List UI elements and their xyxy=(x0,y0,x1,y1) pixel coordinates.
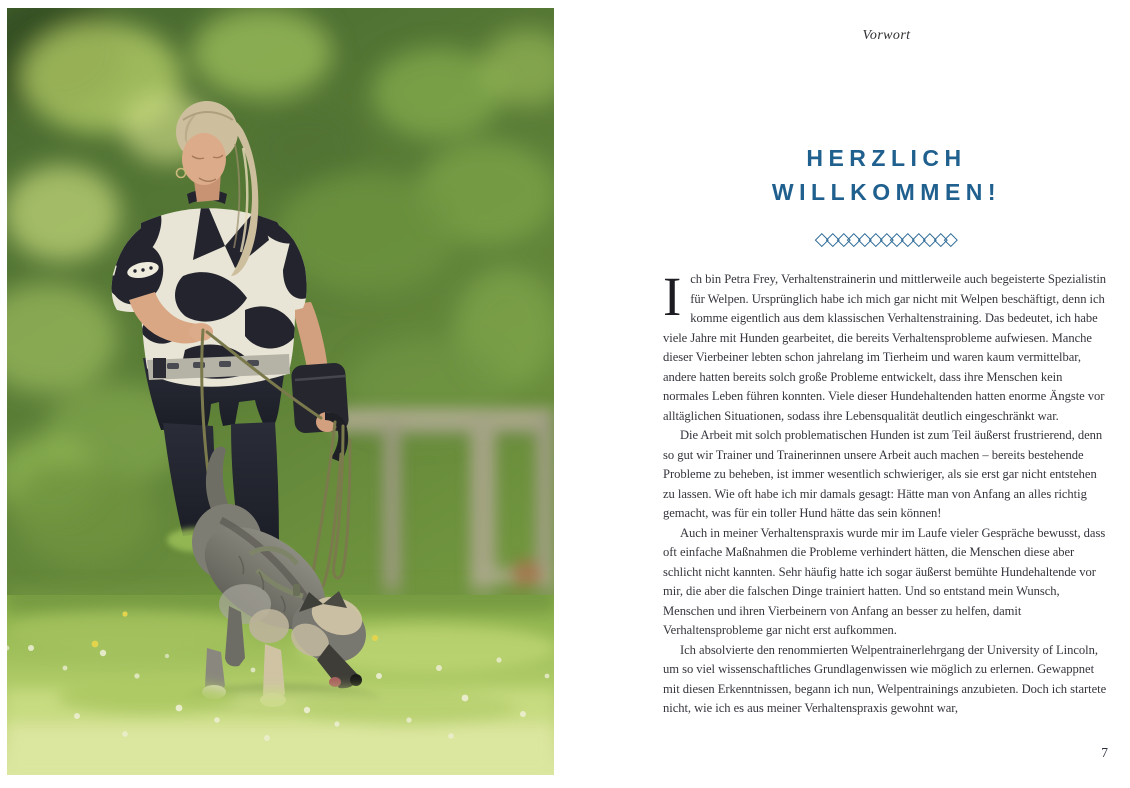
title-line-2: WILLKOMMEN! xyxy=(771,179,1002,205)
park-scene-illustration xyxy=(7,8,554,775)
page-number: 7 xyxy=(1101,745,1108,760)
paragraph: Ich bin Petra Frey, Verhaltenstrainerin und mittlerweile auch begeisterte Spezialistin für Welpen. Ursprünglich habe ich mich gar nicht mit Welpen beschäftigt, denn ich komme eigentlich aus dem klassischen Verhaltenstraining. Das bedeutet, ich habe viele Jahre mit Hunden gearbeitet, die bereits Verhaltensprobleme aufwiesen. Manche dieser Vierbeiner lebten schon jahrelang im Tierheim und waren kaum vermittelbar, andere hatten bereits solch große Probleme entwickelt, dass ihre Menschen kein normales Leben führen konnten. Viele dieser Hundehaltenden hatten enorme Ängste vor alltäglichen Situationen, sodass ihre Lebensqualität deutlich eingeschränkt war. xyxy=(663,266,1107,423)
running-head: Vorwort xyxy=(862,28,911,43)
paragraph: Auch in meiner Verhaltenspraxis wurde mir im Laufe vieler Gespräche bewusst, dass oft einfache Maßnahmen die Probleme verhindert hätten, die Menschen diese aber schlicht nicht kannten. Sehr häufig hatte ich sogar äußerst bemühte Hundehaltende vor mir, die aber die falschen Dinge trainiert hatten. Und so entstand mein Wunsch, Menschen und ihren Vierbeinern von Anfang an besser zu helfen, damit Verhaltensprobleme gar nicht erst aufkommen. xyxy=(663,525,1106,637)
drop-cap: I xyxy=(663,266,682,327)
diamond-icon xyxy=(944,233,958,247)
puppy-tongue xyxy=(329,677,341,687)
paragraph: Die Arbeit mit solch problematischen Hunden ist zum Teil äußerst frustrierend, denn so gut wir Trainer und Trainerinnen unsere Arbeit auch machen – bereits bestehende Probleme zu beheben, ist immer wesentlich schwieriger, als sie erst gar nicht entstehen zu lassen. Wie oft habe ich mir damals gesagt: Hätte man von Anfang an alles richtig gemacht, was für ein toller Hund hätte das sein können! xyxy=(663,428,1103,520)
body-text xyxy=(663,266,1110,719)
chapter-title xyxy=(663,141,1110,209)
paragraph: Ich absolvierte den renommierten Welpentrainerlehrgang der University of Lincoln, um so viel wissenschaftliches Grundlagenwissen wie möglich zu erlernen. Gewappnet mit diesen Erkenntnissen, begann ich nun, Welpentrainings anzubieten. Doch ich startete nicht, wie ich es aus meiner Verhaltenspraxis gewohnt war, xyxy=(663,642,1107,715)
right-page xyxy=(663,0,1110,788)
title-line-1: HERZLICH xyxy=(806,145,967,171)
photo-dog-training xyxy=(7,8,554,775)
diamond-ornament xyxy=(663,233,1110,247)
trainer-face xyxy=(182,133,226,185)
puppy-nose xyxy=(350,674,362,686)
